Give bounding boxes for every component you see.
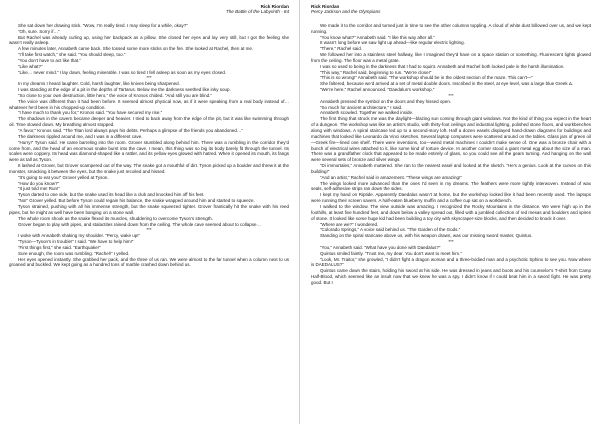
- paragraph: I walked to the window. The view outside was amazing. I recognized the Rocky Mountains in the distance. We were high up in the foothills, at least five hundred feet, and down below a valley spread out, filled with a jumbled collection of red mesas and boulders and spires of stone. It looked like some huge kid had been building a toy city with skyscraper-size blocks, and then decided to knock it over.: [311, 203, 591, 221]
- paragraph: The voice was different than it had been before. It seemed almost physical now, as if it were speaking from a real body instead of…whatever he’d been in his chopped-up condition.: [9, 98, 289, 110]
- paragraph: Quintus came down the stairs, holding his sword at his side. He was dressed in jeans and boots and his counselor’s T-shirt from Camp Half-Blood, which seemed like an insult now that we knew he was a spy. I didn’t know if I could beat him in a sword fight. He was pretty good. But I: [311, 268, 591, 285]
- running-header-right: [311, 4, 591, 15]
- paragraph: But Rachel was already curling up, using her backpack as a pillow. She closed her eyes and lay very still, but I got the feeling she wasn’t really asleep.: [9, 34, 289, 46]
- paragraph: I kept my hand on Riptide. Apparently Daedalus wasn’t at home, but the workshop looked like it had been recently used. The laptops were running their screen savers. A half-eaten blueberry muffin and a coffee cup sat on a workbench.: [311, 192, 591, 204]
- paragraph: She sat down her drawing stick. “Wow, I’m really tired. I may sleep for a while, okay?”: [18, 22, 188, 28]
- paragraph: “Hurry!” Tyson said. He came barreling into the room. Grover stumbled along behind him. There was a rumbling in the corridor they’d come from, and the head of an enormous snake burst into the cave. I mean, this thing was so big its body barely fit through the tunnel. Its scales were coppery. Its head was diamond-shaped like a rattler, and its yellow eyes glowed with hatred. When it opened its mouth, its fangs were as tall as Tyson.: [9, 139, 289, 163]
- paragraph: Annabeth scowled. Together we walked inside.: [320, 110, 414, 116]
- paragraph: “I’ll take first watch,” she said. “You should sleep, too.”: [18, 52, 126, 58]
- running-header-left: [9, 4, 289, 15]
- paragraph: “It just told me! Run!”: [18, 186, 60, 192]
- paragraph: “No!” Grover yelled. But before Tyson could regain his balance, the snake wrapped around him and started to squeeze.: [18, 198, 255, 204]
- paragraph: “So close to your own destruction, little hero,” the voice of Kronos chided. “And still you are blind.”: [18, 92, 212, 98]
- paragraph: The shadows in the cavern became deeper and heavier. I tried to back away from the edge of the pit, but it was like swimming through oil. Time slowed down. My breathing almost stopped.: [9, 116, 289, 128]
- paragraph: Sure enough, the room was rumbling. “Rachel!” I yelled.: [18, 250, 130, 256]
- paragraph: We made it to the corridor and turned just in time to see the other columns toppling. A cloud of white dust billowed over us, and we kept running.: [311, 22, 591, 34]
- section-break: ***: [448, 239, 454, 245]
- header-title: Percy Jackson and the Olympians: [311, 9, 381, 15]
- paragraph: “There,” Rachel said.: [320, 46, 363, 52]
- paragraph: “First things first,” she said. “Earthquake!”: [18, 244, 101, 250]
- paragraph: Her eyes opened instantly. She grabbed her pack, and the three of us ran. We were almost to the far tunnel when a column next to us groaned and buckled. We kept going as a hundred tons of marble crashed down behind us.: [9, 256, 289, 268]
- paragraph: Annabeth pressed the symbol on the doors and they hissed open.: [320, 98, 452, 104]
- header-author: Rick Riordan: [260, 4, 289, 9]
- page-body: [9, 23, 289, 268]
- paragraph: Standing on the spiral staircase above us, with his weapon drawn, was our missing sword master, Quintus.: [320, 233, 533, 239]
- paragraph: “Like what?”: [18, 63, 43, 69]
- paragraph: It wasn’t long before we saw light up ahead—like regular electric lighting.: [320, 40, 465, 46]
- paragraph: “How do you know?”: [18, 180, 60, 186]
- paragraph: Quintus smiled faintly. “Trust me, my dear. You don’t want to meet him.”: [320, 250, 462, 256]
- paragraph: “This way,” Rachel said, beginning to run. “We’re close!”: [320, 69, 432, 75]
- paragraph: Grover began to play with pipes, and stalactites rained down from the ceiling. The whole cave seemed about to collapse…: [18, 221, 262, 227]
- paragraph: I was standing at the edge of a pit in the depths of Tartarus. Below me the darkness seethed like inky soup.: [18, 87, 231, 93]
- paragraph: I was so used to being in the darkness that I had to squint. Annabeth and Rachel both looked pale in the harsh illumination.: [320, 63, 565, 69]
- right-page: [302, 0, 600, 424]
- paragraph: “We’re here,” Rachel announced. “Daedalus’s workshop.”: [320, 87, 435, 93]
- paragraph: “You,” Annabeth said. “What have you done with Daedalus?”: [320, 244, 441, 250]
- paragraph: A few minutes later, Annabeth came back. She tossed some more sticks on the fire. She looked at Rachel, then at me.: [18, 46, 254, 52]
- paragraph: “Look, Mr. Traitor,” she growled, “I didn’t fight a dragon woman and a three-bodied man and a psychotic Sphinx to see you. Now where is DAEDALUS?”: [311, 256, 591, 268]
- paragraph: “Oh, sure. Sorry if…”: [18, 28, 60, 34]
- header-author: Rick Riordan: [311, 4, 340, 9]
- paragraph: The whole room shook as the snake flexed its muscles, shuddering to overcome Tyson’s strength.: [18, 215, 213, 221]
- paragraph: “This is so wrong!” Annabeth said. “The workshop should be in the oldest section of the maze. This can’t—”: [320, 75, 534, 81]
- paragraph: I woke with Annabeth shaking my shoulder. “Percy, wake up!”: [18, 233, 140, 239]
- section-break: ***: [146, 75, 152, 81]
- paragraph: Tyson darted to one side, but the snake used its head like a club and knocked him off his feet.: [18, 192, 205, 198]
- section-break: ***: [146, 227, 152, 233]
- paragraph: “I have much to thank you for,” Kronos said. “You have secured my rise.”: [18, 110, 163, 116]
- paragraph: It lashed at Grover, but Grover scampered out of the way. The snake got a mouthful of dirt. Tyson picked up a boulder and threw it at the monster, smacking it between the eyes, but the snake just recoiled and hissed.: [9, 163, 289, 174]
- paragraph: In my dreams I heard laughter. Cold, harsh laughter, like knives being sharpened.: [18, 81, 180, 87]
- paragraph: The first thing that struck me was the daylight—blazing sun coming through giant windows. Not the kind of thing you expect in the heart of a dungeon. The workshop was like an artist’s studio, with thirty-foot ceilings and industrial lighting, polished stone floors, and workbenches along with windows. A spiral staircase led up to a second-story loft. Half a dozen easels displayed hand-drawn diagrams for buildings and machines that looked like Leonardo da Vinci sketches. Several laptop computers were scattered around on the tables. Glass jars of green oil—Greek fire—lined one shelf. There were inventions, too—weird metal machines I couldn’t make sense of. One was a bronze chair with a bunch of electrical wires attached to it, like some kind of torture device. In another corner stood a giant metal egg about the size of a man. There was a grandfather clock that appeared to be made entirely of glass, so you could see all the gears turning. And hanging on the wall were several sets of bronze and silver wings.: [311, 116, 591, 163]
- paragraph: “Like… never mind.” I lay down, feeling miserable. I was so tired I fell asleep as soon as my eyes closed.: [18, 69, 227, 75]
- paragraph: “It’s going to eat you!” Grover yelled at Tyson.: [18, 174, 109, 180]
- header-title: The Battle of the Labyrinth - 84: [225, 9, 289, 15]
- paragraph: We followed her into a stainless steel hallway, like I imagined they’d have on a space station or something. Fluorescent lights glowed from the ceiling. The floor was a metal grate.: [311, 52, 591, 63]
- paragraph: “And an artist,” Rachel said in amazement. “These wings are amazing!”: [320, 174, 462, 180]
- paragraph: “You don’t have to act like that.”: [18, 57, 81, 63]
- left-page: [0, 0, 298, 424]
- paragraph: “Colorado Springs,” A voice said behind us. “The Garden of the Gods.”: [320, 227, 461, 233]
- page-body: [311, 23, 591, 286]
- paragraph: “So much for ancient architecture,” I said.: [320, 104, 403, 110]
- paragraph: She faltered, because we’d arrived at a set of metal double doors. Inscribed in the steel, at eye level, was a large blue Greek Δ.: [320, 81, 574, 87]
- page-divider: [299, 0, 300, 424]
- paragraph: “A favor,” Kronos said. “The Titan lord always pays his debts. Perhaps a glimpse of the friends you abandoned…”: [18, 128, 243, 133]
- paragraph: “Where are we?” I wondered.: [320, 221, 379, 227]
- paragraph: Tyson strained, pushing with all his immense strength, but the snake squeezed tighter. Grover frantically hit the snake with his reed pipes, but he might as well have been banging on a stone wall.: [9, 203, 289, 215]
- paragraph: “You know what?” Annabeth said. “I like this way after all.”: [320, 34, 435, 40]
- paragraph: The wings looked more advanced than the ones I’d seen in my dreams. The feathers were more tightly interwoven. Instead of wax seals, self-adhesive strips ran down the sides.: [311, 180, 591, 192]
- paragraph: “Di immortales,” Annabeth muttered. She ran to the nearest easel and looked at the sketch. “He’s a genius. Look at the curves on this building!”: [311, 163, 591, 174]
- paragraph: The darkness rippled around me, and I was in a different cave.: [18, 133, 143, 139]
- section-break: ***: [448, 92, 454, 98]
- paragraph: “Tyson—Tyson’s in trouble!” I said. “We have to help him!”: [18, 239, 134, 245]
